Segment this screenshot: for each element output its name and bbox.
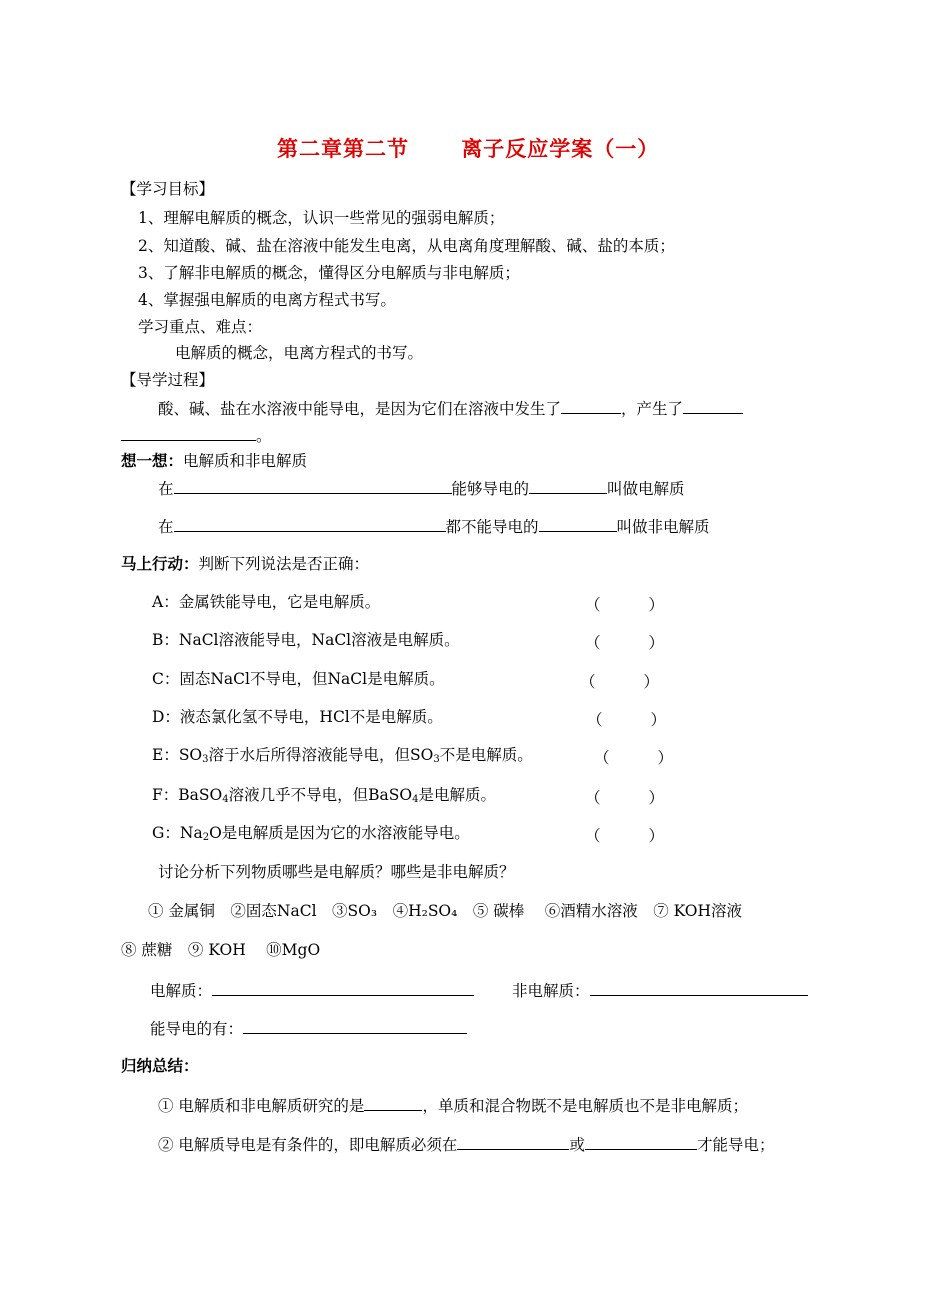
blank-ions-1 — [683, 398, 743, 414]
blank-aqueous[interactable] — [457, 1134, 569, 1150]
blank-nonelectrolytes[interactable] — [590, 980, 808, 996]
think-topic: 电解质和非电解质 — [183, 452, 308, 470]
conductive-answer: 能导电的有： — [150, 1018, 467, 1039]
blank-molten[interactable] — [585, 1134, 697, 1150]
answer-paren-f[interactable]: （ ） — [585, 789, 665, 807]
objective-1: 1、理解电解质的概念，认识一些常见的强弱电解质； — [138, 209, 505, 227]
answer-paren-e[interactable]: （ ） — [594, 749, 674, 767]
process-heading: 【导学过程】 — [121, 371, 215, 389]
process-intro-line2 — [121, 425, 272, 446]
process-intro — [158, 398, 743, 419]
think-definition-nonelectrolyte: 在 都不能导电的 叫做非电解质 — [158, 518, 710, 536]
statement-d: D：液态氯化氢不导电，HCl不是电解质。 — [152, 708, 443, 726]
blank-compounds[interactable] — [364, 1095, 422, 1111]
answer-paren-c[interactable]: （ ） — [580, 673, 660, 691]
statement-g: G：$Na_2O$是电解质是因为它的水溶液能导电。 — [152, 824, 470, 843]
blank-conductive[interactable] — [243, 1018, 467, 1034]
blank-ions-2 — [121, 425, 256, 441]
answer-paren-a[interactable]: （ ） — [585, 596, 665, 614]
page-title — [277, 136, 659, 161]
statement-b: B：NaCl溶液能导电，NaCl溶液是电解质。 — [152, 631, 460, 649]
action-label: 马上行动： — [121, 555, 199, 573]
objective-3: 3、了解非电解质的概念，懂得区分电解质与非电解质； — [138, 264, 520, 282]
action-line — [121, 555, 369, 574]
blank-compound-2 — [539, 516, 617, 532]
answer-paren-d[interactable]: （ ） — [587, 711, 667, 729]
discussion-items-2: ⑧ 蔗糖 ⑨ KOH ⑩MgO — [121, 941, 321, 959]
statement-a: A：金属铁能导电，它是电解质。 — [152, 593, 381, 611]
process-intro-a: 酸、碱、盐在水溶液中能导电，是因为它们在溶液中发生了 — [158, 400, 562, 418]
title-left: 第二章第二节 — [277, 136, 409, 161]
summary-point-1: ① 电解质和非电解质研究的是 ，单质和混合物既不是电解质也不是非电解质； — [158, 1097, 748, 1115]
summary-point-2: ② 电解质导电是有条件的，即电解质必须在 或 才能导电； — [158, 1136, 775, 1154]
statement-c: C：固态NaCl不导电，但NaCl是电解质。 — [152, 670, 445, 688]
process-intro-end: 。 — [256, 427, 272, 445]
blank-condition-1 — [174, 478, 452, 494]
statement-e: E：$SO_3$溶于水后所得溶液能导电，但$SO_3$不是电解质。 — [152, 746, 533, 765]
think-label: 想一想： — [121, 452, 184, 470]
key-points: 电解质的概念，电离方程式的书写。 — [175, 344, 424, 362]
objectives-heading: 【学习目标】 — [121, 180, 215, 198]
nonelectrolyte-answer: 非电解质： — [512, 980, 808, 1001]
key-points-label: 学习重点、难点： — [138, 318, 263, 336]
electrolyte-answer: 电解质： — [150, 980, 474, 1001]
answer-paren-g[interactable]: （ ） — [585, 827, 665, 845]
summary-heading: 归纳总结： — [121, 1057, 199, 1075]
statement-f: F：BaSO$_4$溶液几乎不导电，但BaSO$_4$是电解质。 — [152, 786, 496, 805]
objective-2: 2、知道酸、碱、盐在溶液中能发生电离，从电离角度理解酸、碱、盐的本质； — [138, 237, 675, 255]
blank-condition-2 — [174, 516, 446, 532]
think-line — [121, 452, 307, 471]
blank-compound-1 — [529, 478, 607, 494]
objective-4: 4、掌握强电解质的电离方程式书写。 — [138, 291, 396, 309]
discussion-prompt: 讨论分析下列物质哪些是电解质？哪些是非电解质？ — [158, 863, 515, 881]
blank-electrolytes[interactable] — [212, 980, 474, 996]
action-prompt: 判断下列说法是否正确： — [198, 555, 370, 573]
blank-ionization — [561, 398, 621, 414]
process-intro-b: ，产生了 — [621, 400, 684, 418]
think-definition-electrolyte: 在 能够导电的 叫做电解质 — [158, 480, 685, 498]
discussion-items-1: ① 金属铜 ②固态NaCl ③SO₃ ④H₂SO₄ ⑤ 碳棒 ⑥酒精水溶液 ⑦ KOH溶液 — [148, 902, 743, 920]
title-right: 离子反应学案（一） — [461, 136, 660, 161]
answer-paren-b[interactable]: （ ） — [585, 634, 665, 652]
